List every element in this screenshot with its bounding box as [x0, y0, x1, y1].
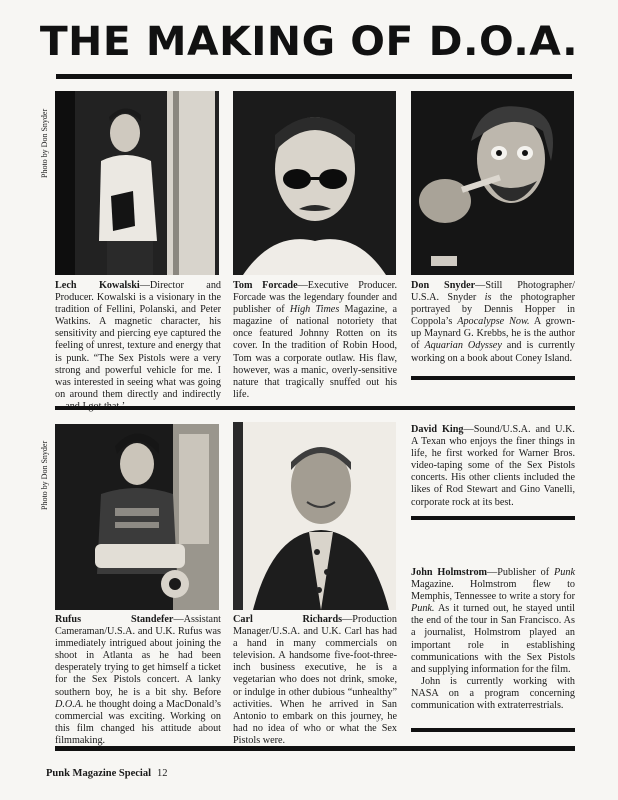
- photo-forcade: [233, 91, 396, 275]
- bio-name: Tom Forcade: [233, 280, 298, 291]
- bio-text: Magazine, a magazine of national notoriety that once featured Johnny Rotten on its cover. In the tradition of Robin Hood, Tom was a corporate outlaw. His flaw, however, was a manic, overly-sensitive nature that tragically snuffed out his life.: [233, 304, 398, 400]
- column-rule: [55, 406, 575, 410]
- page-number: 12: [157, 768, 168, 779]
- bottom-rule: [55, 746, 575, 751]
- bio-name: Don Snyder: [411, 280, 476, 291]
- bio-italic: Punk.: [411, 603, 435, 615]
- bio-text: —Publisher of: [487, 567, 555, 578]
- photo-kowalski: [55, 91, 219, 275]
- bio-king: [411, 424, 575, 509]
- photo-richards: [233, 422, 396, 610]
- bio-standefer: [55, 614, 221, 747]
- bio-text: As it turned out, he stayed until the end of the tour in San Francisco. As a journalist, Holmstrom played an important role in establishing communications with the Sex Pistols and supplying information for the film.: [411, 603, 575, 675]
- page-title: THE MAKING OF D.O.A.: [39, 19, 579, 65]
- bio-text: —Director and Producer. Kowalski is a visionary in the tradition of Fellini, Polanski, and Peter Watkins. A magnetic character, his sensitivity and piercing eye captured the feeling of unrest, texture and energy that is punk. “The Sex Pistols were a very strong and powerful vehicle for me. I was interested in seeing what was going on around them directly and indirectly: [55, 280, 222, 400]
- bio-name: Rufus Standefer: [55, 614, 174, 625]
- bio-text: John is currently working with NASA on a program concerning communication with extraterrestrials.: [411, 675, 575, 712]
- photo-snyder: [411, 91, 574, 275]
- bio-name: Carl Richards: [233, 614, 343, 625]
- column-rule: [411, 376, 575, 380]
- bio-italic: D.O.A.: [55, 698, 84, 710]
- bio-text: —Production Manager/U.S.A. and U.K. Carl has had a hand in many commercials on television. A handsome five-foot-three-inch business executive, he is a vegetarian who does not drink, smoke, or indulge in other dubious “unhealthy” activities. When he arrived in San Antonio to embark on this journey, he had no idea of who or what the Sex Pistols were.: [233, 614, 397, 746]
- bio-italic: Apocalypse Now.: [457, 316, 530, 328]
- photo-credit-bottom: Photo by Don Snyder: [40, 440, 49, 510]
- bio-richards: [233, 614, 397, 747]
- bio-italic: is: [484, 292, 492, 304]
- bio-text: —Still Photographer/ U.S.A. Snyder: [411, 280, 575, 304]
- bio-text: Magazine. Holmstrom flew to Memphis, Tennessee to write a story for: [411, 579, 575, 603]
- bio-text: —Sound/U.S.A. and U.K. A Texan who enjoys the finer things in life, he first worked for Warner Bros. video-taping some of the Sex Pistols concerts. His other clients included the likes of Rod Stewart and Gino Vanelli, corporate rock at its best.: [411, 424, 575, 508]
- bio-text: —Assistant Cameraman/U.S.A. and U.K. Rufus was immediately intrigued about joining the shoot in Atlanta as he had been desperately trying to get himself a ticket for the Sex Pistols concert. A lanky southern boy, he is a bit shy. Before: [55, 614, 221, 698]
- bio-text: the photographer portrayed by Dennis Hopper in Coppola’s: [411, 292, 575, 328]
- bio-text: he thought doing a MacDonald’s commercial was exciting. Working on this film changed his attitude about filmmaking.: [55, 698, 221, 746]
- photo-standefer: [55, 424, 219, 610]
- bio-text: A grown-up Maynard G. Krebbs, he is the author of: [411, 316, 575, 352]
- bio-text: —Executive Producer. Forcade was the legendary founder and publisher of: [233, 280, 397, 316]
- bio-snyder: [411, 280, 575, 365]
- bio-forcade: [233, 280, 397, 401]
- bio-italic: Aquarian Odyssey: [424, 340, 502, 352]
- publication-name: Punk Magazine Special: [46, 768, 152, 779]
- column-rule: [411, 516, 575, 520]
- column-rule: [411, 728, 575, 732]
- bio-name: John Holmstrom: [411, 567, 488, 578]
- page-footer: [46, 768, 168, 779]
- bio-kowalski: [55, 280, 221, 413]
- bio-holmstrom: [411, 567, 575, 712]
- bio-italic: High Times: [289, 304, 340, 316]
- bio-text: and is currently working on a book about Coney Island.: [411, 340, 575, 364]
- bio-italic: Punk: [554, 567, 575, 578]
- title-rule: [56, 74, 572, 79]
- photo-credit-top: Photo by Don Snyder: [40, 108, 49, 178]
- bio-name: David King: [411, 424, 464, 435]
- bio-name: Lech Kowalski: [55, 280, 140, 291]
